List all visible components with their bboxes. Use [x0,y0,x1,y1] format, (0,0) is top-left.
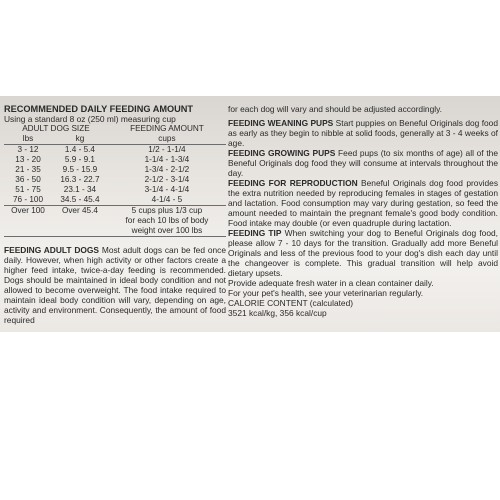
cell-cups: 3-1/4 - 4-1/4 [144,185,190,194]
cell-lbs: 76 - 100 [12,195,44,204]
cell-cups: 1-1/4 - 1-3/4 [144,155,190,164]
table-row [4,175,226,185]
cell-kg: 1.4 - 5.4 [64,145,95,154]
weaning-paragraph [228,118,498,148]
cell-cups [108,206,226,237]
adult-feeding-paragraph [4,245,226,325]
table-row [4,206,226,237]
cell-cups: 1/2 - 1-1/4 [148,145,186,154]
tip-text: When switching your dog to Beneful Originals dog food, please allow 7 - 10 days for the transition. Gradually add more Beneful Originals and less of the previous food to your dog's dish each day until the changeover is complete. This gradual transition will help avoid dietary upsets. [228,228,498,278]
calorie-value: 3521 kcal/kg, 356 kcal/cup [228,308,327,318]
cell-cups: 4-1/4 - 5 [151,195,183,204]
feeding-table [4,124,226,237]
cell-lbs: 3 - 12 [17,145,39,154]
cups-line: for each 10 lbs of body [125,216,209,225]
reproduction-heading: FEEDING FOR REPRODUCTION [228,178,358,188]
cups-line: 5 cups plus 1/3 cup [131,206,203,215]
reproduction-paragraph [228,178,498,228]
cell-lbs: 36 - 50 [15,175,41,184]
cell-kg: 34.5 - 45.4 [60,195,100,204]
cell-lbs: 13 - 20 [15,155,41,164]
calorie-label: CALORIE CONTENT (calculated) [228,298,354,308]
table-row [4,185,226,195]
cell-lbs: 51 - 75 [15,185,41,194]
vet-text: For your pet's health, see your veterinarian regularly. [228,288,424,298]
water-text: Provide adequate fresh water in a clean container daily. [228,278,434,288]
left-column [4,104,226,325]
cell-kg: 16.3 - 22.7 [60,175,100,184]
growing-text: Feed pups (to six months of age) all of the Beneful Originals dog food they will consume at intervals throughout the day. [228,148,498,178]
cell-kg: Over 45.4 [52,206,108,237]
tip-paragraph [228,228,498,278]
table-row [4,145,226,156]
continued-text: for each dog will vary and should be adjusted accordingly. [228,104,442,114]
adult-feeding-heading: FEEDING ADULT DOGS [4,245,100,255]
col-feeding-amount: FEEDING AMOUNT [130,124,204,133]
table-row [4,155,226,165]
table-row [4,195,226,206]
reproduction-text: Beneful Originals dog food provides the extra nutrition needed by reproducing females in stages of gestation and lactation. Food consumption may vary during gestation, so feed the amount needed to maintain the pregnant female's good body condition. Food intake may double (or even quadruple during lactation. [228,178,499,228]
cell-kg: 9.5 - 15.9 [62,165,98,174]
cell-kg: 23.1 - 34 [63,185,97,194]
tip-heading: FEEDING TIP [228,228,282,238]
table-row [4,165,226,175]
unit-kg: kg [52,134,108,145]
cell-lbs: 21 - 35 [15,165,41,174]
feeding-table-subtitle: Using a standard 8 oz (250 ml) measuring cup [4,114,176,124]
cell-lbs: Over 100 [4,206,52,237]
adult-feeding-text: Most adult dogs can be fed once daily. However, when high activity or other factors create a higher feed intake, twice-a-day feeding is recommended. Dogs should be maintained in ideal body condition and not allowed to become overweight. The food intake required to maintain ideal body condition will vary, depending on age, activity and environment. Consequently, the amount of food required [4,245,226,325]
right-column [228,104,498,318]
weaning-heading: FEEDING WEANING PUPS [228,118,334,128]
cell-cups: 1-3/4 - 2-1/2 [144,165,190,174]
unit-cups: cups [108,134,226,145]
weaning-text: Start puppies on Beneful Originals dog food as early as they begin to nibble at solid foods, generally at 3 - 4 weeks of age. [228,118,498,148]
feeding-table-title: RECOMMENDED DAILY FEEDING AMOUNT [4,104,194,114]
growing-heading: FEEDING GROWING PUPS [228,148,336,158]
cell-cups: 2-1/2 - 3-1/4 [144,175,190,184]
unit-lbs: lbs [4,134,52,145]
col-adult-dog-size: ADULT DOG SIZE [22,124,90,133]
cups-line: weight over 100 lbs [131,226,203,235]
growing-paragraph [228,148,498,178]
cell-kg: 5.9 - 9.1 [64,155,95,164]
